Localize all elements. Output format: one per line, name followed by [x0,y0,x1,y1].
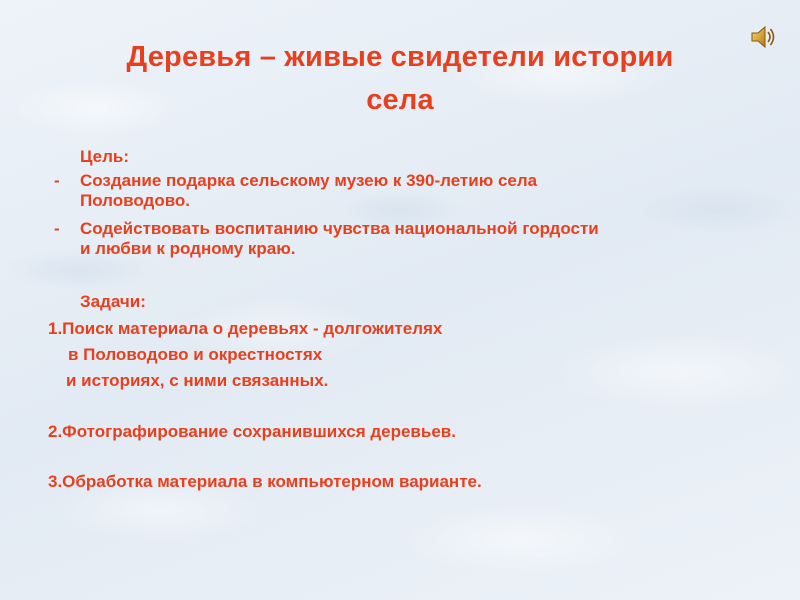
task-3-line-1: 3.Обработка материала в компьютерном варианте. [48,472,482,491]
tasks-heading: Задачи: [80,292,146,311]
task-1-line-2: в Половодово и окрестностях [68,345,323,364]
goal-item-2-line-2: и любви к родному краю. [80,239,296,258]
slide-title-line-1: Деревья – живые свидетели истории [126,41,674,73]
task-1-line-3: и историях, с ними связанных. [66,371,329,390]
sound-speaker-icon[interactable] [748,22,778,52]
slide-title [40,36,760,122]
task-2-line-1: 2.Фотографирование сохранившихся деревьев. [48,422,456,441]
goal-item-1-line-1: Создание подарка сельскому музею к 390-летию села [80,171,538,190]
goal-item-1-line-2: Половодово. [80,191,191,210]
goal-heading: Цель: [80,147,129,166]
task-1-line-1: 1.Поиск материала о деревьях - долгожителях [48,319,443,338]
goal-bullet-2: - [54,219,60,238]
goal-bullet-1: - [54,171,60,190]
speaker-svg [748,22,778,52]
goal-item-2-line-1: Содействовать воспитанию чувства национальной гордости [80,219,599,238]
slide-title-line-2: села [366,84,434,116]
